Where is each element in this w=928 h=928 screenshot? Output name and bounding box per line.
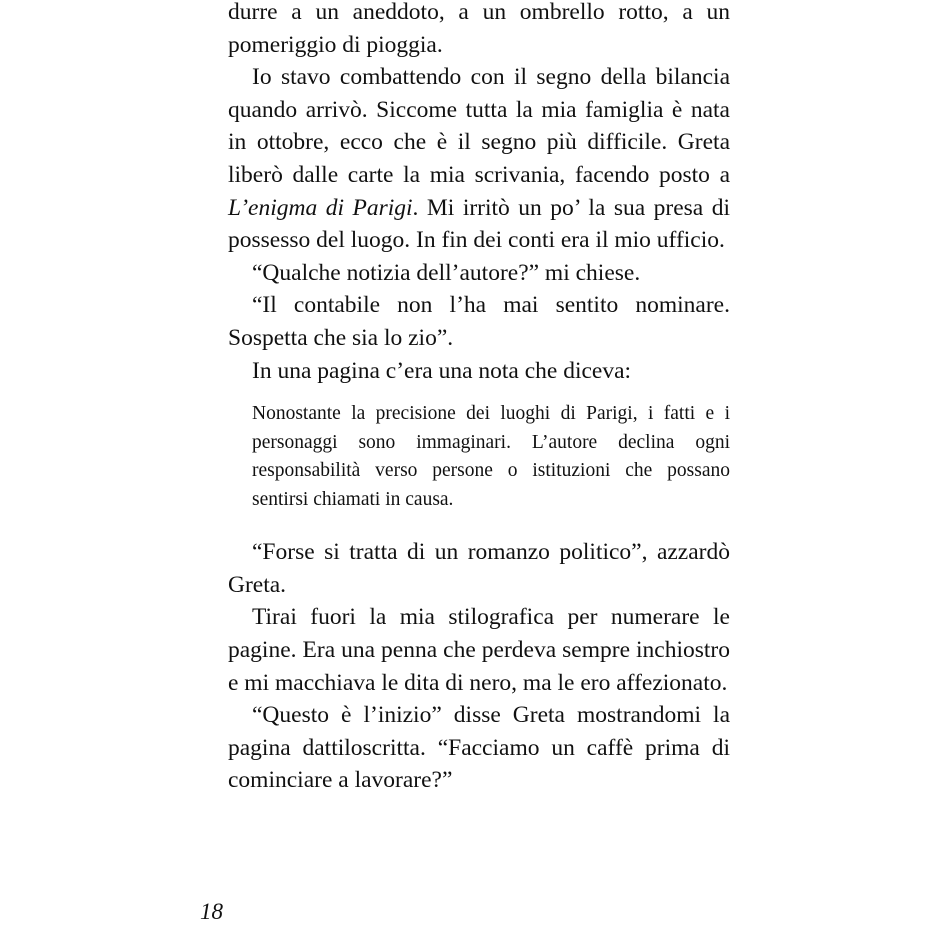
page-number: 18 <box>200 899 223 924</box>
dialogue-line: “Qualche notizia dell’autore?” mi chiese. <box>252 259 641 286</box>
paragraph-continued: durre a un aneddoto, a un ombrello rotto, a un pomeriggio di pioggia. <box>228 0 730 58</box>
paragraph-text: Io stavo combattendo con il segno della bilancia quando arrivò. Siccome tutta la mia famiglia è nata in ottobre, ecco che è il segno più difficile. Greta liberò dalle carte la mia scrivania, facendo posto a <box>228 64 730 188</box>
paragraph-stilografica: Tirai fuori la mia stilografica per numerare le pagine. Era una penna che perdeva sempre inchiostro e mi macchiava le dita di nero, ma le ero affezionato. <box>228 604 730 696</box>
quoted-note: Nonostante la precisione dei luoghi di Parigi, i fatti e i personaggi sono immaginari. L’autore declina ogni responsabilità verso persone o istituzioni che possano sentirsi chiamati in causa. <box>252 403 730 510</box>
dialogue-line: “Il contabile non l’ha mai sentito nominare. Sospetta che sia lo zio”. <box>228 292 730 351</box>
dialogue-line: “Questo è l’inizio” disse Greta mostrandomi la pagina dattiloscritta. “Facciamo un caffè prima di cominciare a lavorare?” <box>228 702 730 794</box>
dialogue-line: “Forse si tratta di un romanzo politico”, azzardò Greta. <box>228 539 730 598</box>
paragraph-note-intro: In una pagina c’era una nota che diceva: <box>252 357 632 384</box>
book-title-italic: L’enigma di Parigi <box>228 194 413 221</box>
paragraph-bilancia <box>228 61 730 257</box>
paragraph-text: . Mi irritò un po’ la sua presa di possesso del luogo. In fin dei conti era il mio ufficio. <box>228 194 730 254</box>
body-text <box>228 0 730 797</box>
